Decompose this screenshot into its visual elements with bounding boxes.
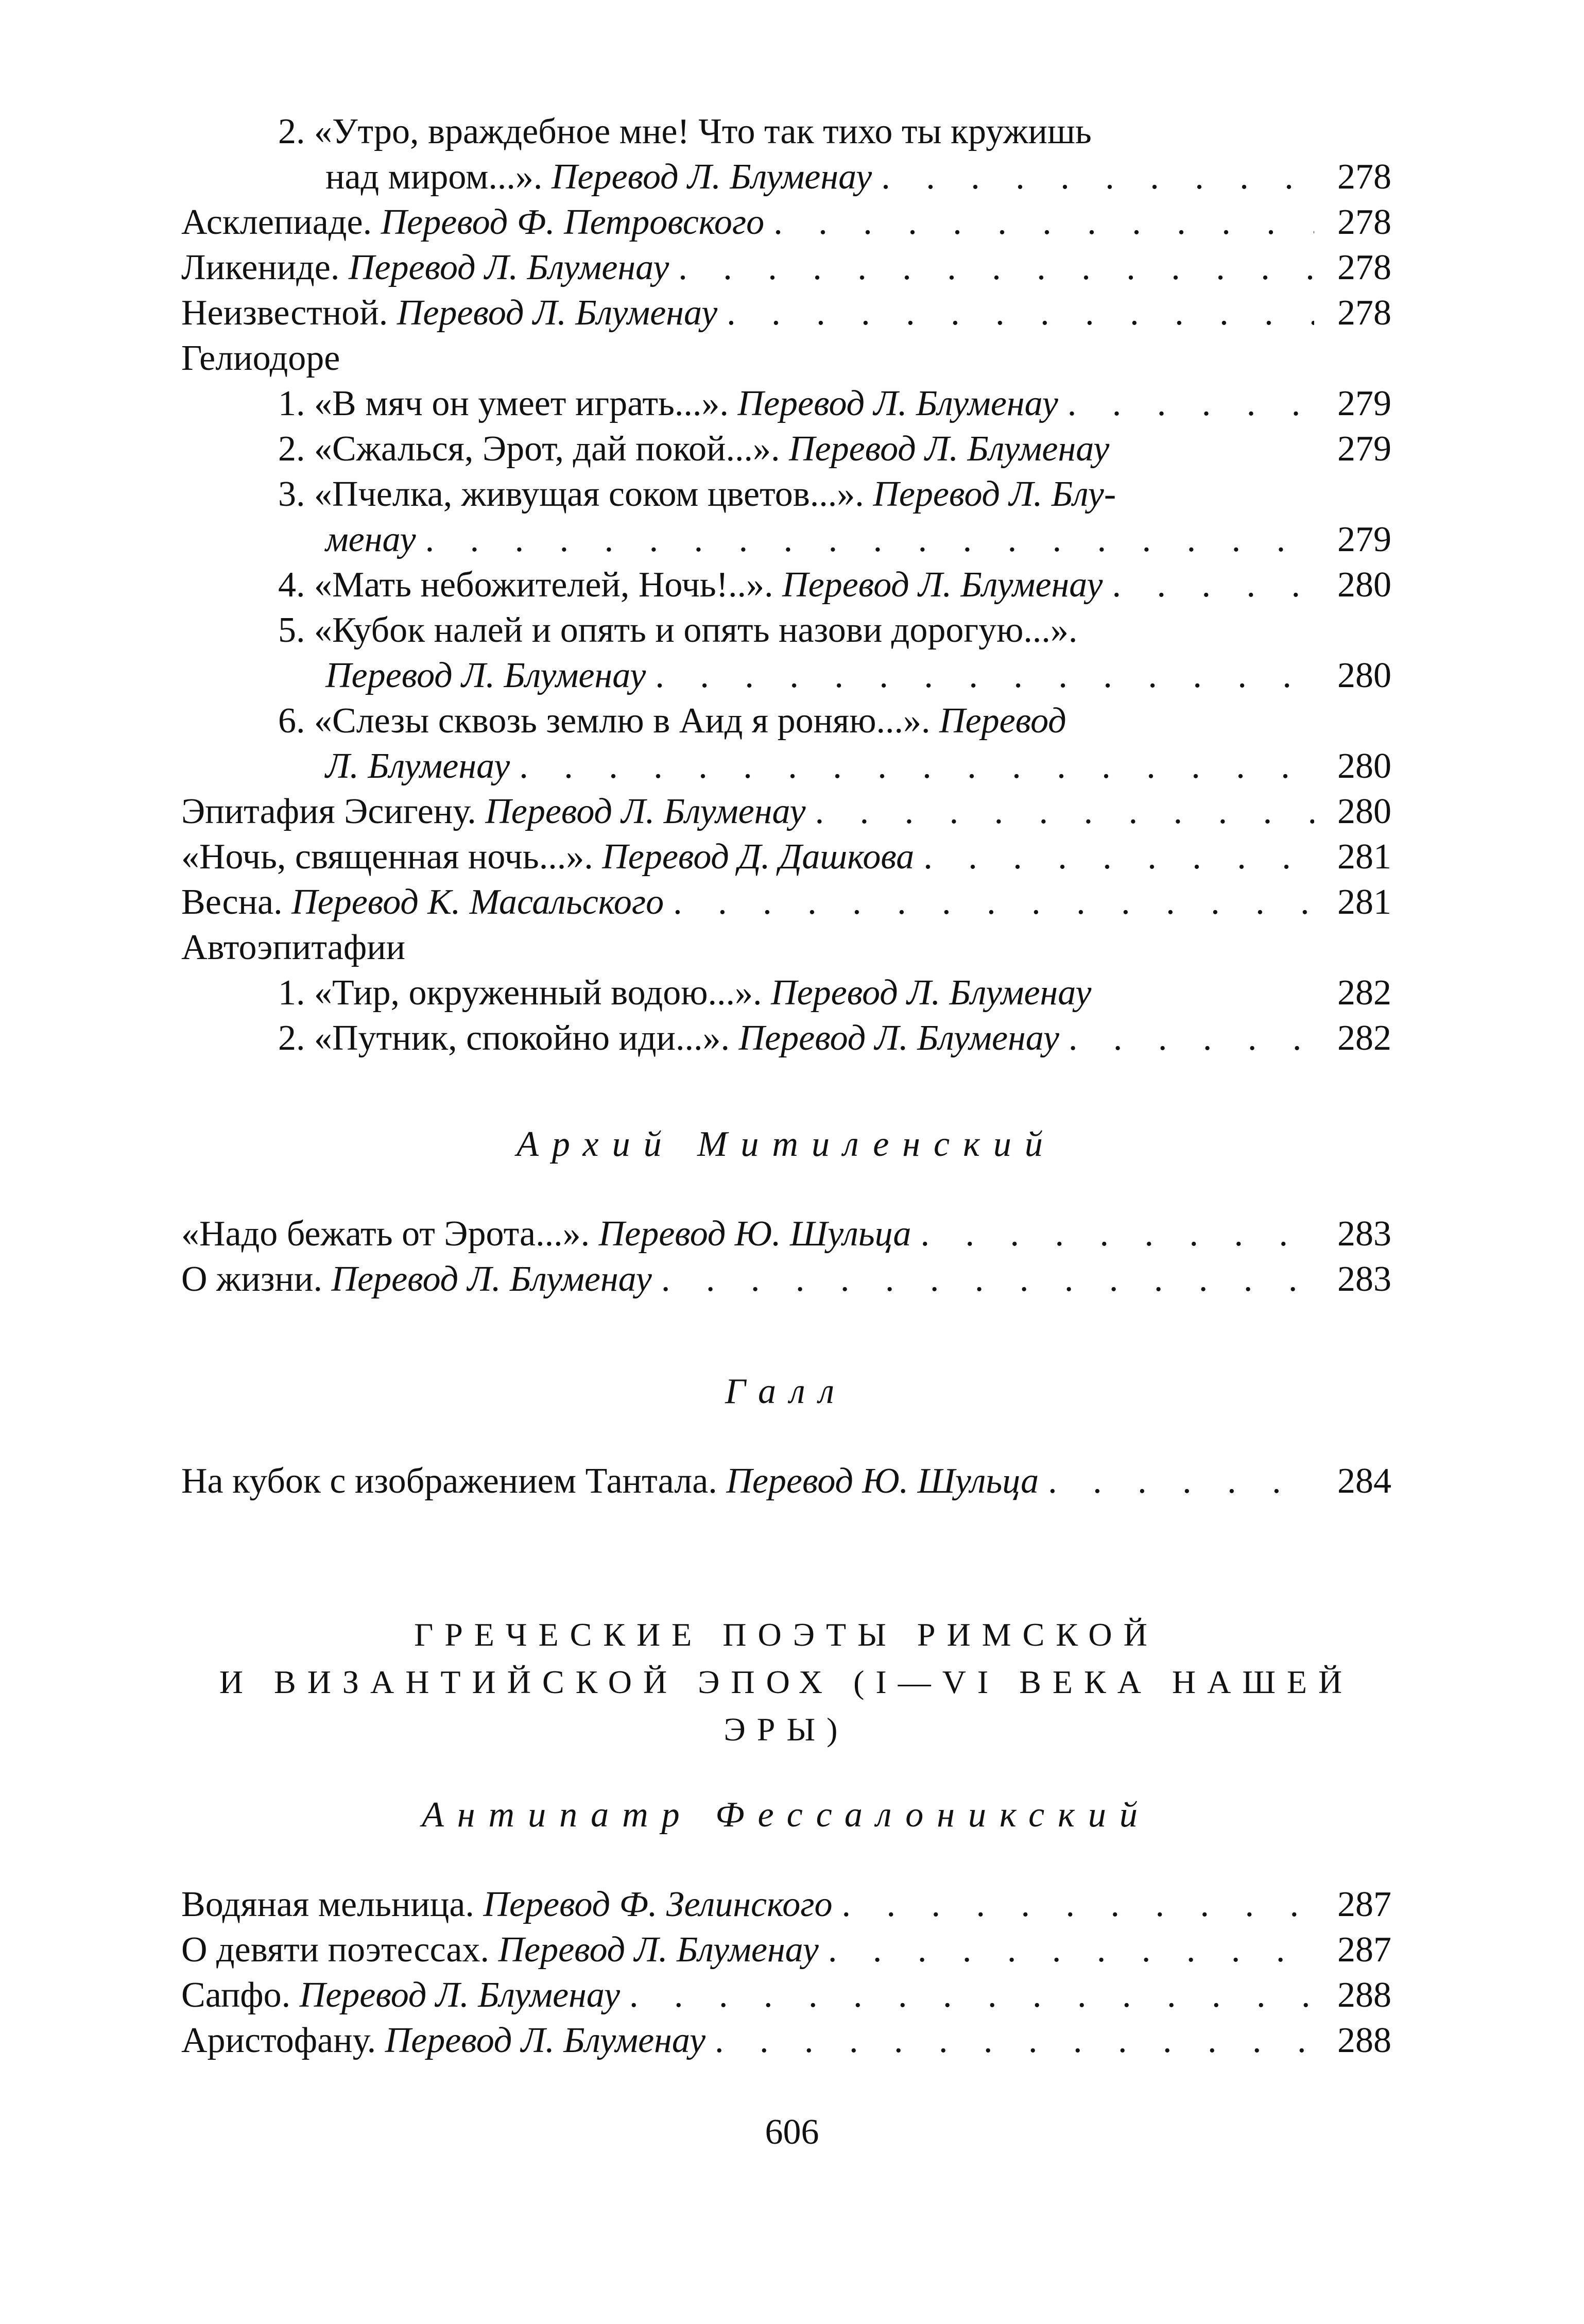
toc-entry-text: Эпитафия Эсигену. bbox=[181, 792, 486, 831]
toc-entry-translator: Перевод bbox=[939, 701, 1066, 741]
toc-entry bbox=[181, 381, 1391, 426]
toc-entry-translator: Л. Блуменау bbox=[325, 746, 510, 786]
toc-entry bbox=[181, 562, 1391, 608]
toc-entry-page-number: 278 bbox=[1337, 293, 1391, 333]
toc-entry-text: 4. «Мать небожителей, Ночь!..». bbox=[278, 565, 783, 605]
toc-entry-page-number: 287 bbox=[1337, 1885, 1391, 1924]
toc-entry-title bbox=[278, 608, 1077, 653]
toc-entry-title bbox=[181, 1927, 819, 1973]
toc-entry-translator: Перевод Л. Блуменау bbox=[551, 157, 872, 197]
toc-entry-title bbox=[181, 200, 764, 245]
toc-entry bbox=[181, 200, 1391, 245]
dot-leader bbox=[1039, 1459, 1314, 1504]
toc-entry-title bbox=[181, 789, 806, 834]
dot-leader bbox=[669, 245, 1314, 290]
dot-leader bbox=[620, 1973, 1314, 2018]
toc-entry-title bbox=[181, 1973, 620, 2018]
toc-entry bbox=[181, 426, 1391, 472]
toc-entry bbox=[181, 789, 1391, 834]
toc-entry-translator: Перевод Л. Блуменау bbox=[397, 293, 718, 333]
toc-entry-title bbox=[325, 744, 510, 789]
toc-entry bbox=[181, 698, 1391, 744]
toc-entry-title bbox=[181, 290, 717, 336]
toc-entry-page-number: 288 bbox=[1337, 2021, 1391, 2060]
toc-entry-title bbox=[278, 109, 1092, 155]
toc-entry-page-number: 279 bbox=[1337, 429, 1391, 469]
toc-entry-text: О жизни. bbox=[181, 1259, 332, 1299]
dot-leader bbox=[510, 744, 1314, 789]
toc-entry-translator: Перевод Л. Блуменау bbox=[789, 429, 1110, 469]
toc-entry-page-number: 282 bbox=[1337, 1018, 1391, 1058]
toc-entry-title bbox=[181, 336, 340, 381]
toc-entry bbox=[181, 1459, 1391, 1504]
dot-leader bbox=[646, 653, 1314, 698]
toc-entry-translator: Перевод К. Масальского bbox=[291, 882, 664, 922]
toc-entry-text: Неизвестной. bbox=[181, 293, 397, 333]
toc-entry bbox=[181, 155, 1391, 200]
toc-entry-text: Водяная мельница. bbox=[181, 1885, 484, 1924]
era-heading-line1: ГРЕЧЕСКИЕ ПОЭТЫ РИМСКОЙ bbox=[414, 1616, 1159, 1653]
toc-entry bbox=[181, 245, 1391, 290]
dot-leader bbox=[652, 1257, 1314, 1302]
toc-entry-translator: Перевод Л. Блуменау bbox=[738, 1018, 1059, 1058]
toc-entry-text: 6. «Слезы сквозь землю в Аид я роняю...». bbox=[278, 701, 940, 741]
toc-entry-text: над миром...». bbox=[325, 157, 552, 197]
toc-entry-page-number: 281 bbox=[1337, 837, 1391, 877]
dot-leader bbox=[833, 1882, 1314, 1927]
toc-entry-text: Асклепиаде. bbox=[181, 202, 381, 242]
toc-entry-page-number: 280 bbox=[1337, 565, 1391, 605]
toc-entry-title bbox=[181, 2018, 705, 2063]
toc-entry bbox=[181, 834, 1391, 880]
dot-leader bbox=[764, 200, 1314, 245]
toc-entry bbox=[181, 1016, 1391, 1061]
toc-entry-title bbox=[181, 245, 669, 290]
toc-entry bbox=[181, 1882, 1391, 1927]
dot-leader bbox=[1058, 381, 1314, 426]
toc-entry bbox=[181, 1927, 1391, 1973]
dot-leader bbox=[911, 1211, 1314, 1257]
toc-entry-text: О девяти поэтессах. bbox=[181, 1930, 498, 1970]
toc-entry-text: Сапфо. bbox=[181, 1975, 300, 2015]
toc-entry-translator: Перевод Ф. Петровского bbox=[381, 202, 765, 242]
dot-leader bbox=[1103, 562, 1314, 608]
toc-entry-text: 2. «Сжалься, Эрот, дай покой...». bbox=[278, 429, 789, 469]
dot-leader bbox=[416, 517, 1314, 562]
toc-entry-translator: менау bbox=[325, 520, 416, 559]
toc-entry-translator: Перевод Л. Блу- bbox=[873, 474, 1116, 514]
toc-entry-page-number: 283 bbox=[1337, 1259, 1391, 1299]
toc-entry-text: 1. «В мяч он умеет играть...». bbox=[278, 384, 738, 423]
toc-entry-translator: Перевод Л. Блуменау bbox=[485, 792, 806, 831]
toc-entry-translator: Перевод Л. Блуменау bbox=[737, 384, 1058, 423]
toc-entry-translator: Перевод Л. Блуменау bbox=[299, 1975, 621, 2015]
toc-entry bbox=[181, 1257, 1391, 1302]
toc-block-d bbox=[181, 1882, 1391, 2063]
toc-entry-text: Автоэпитафии bbox=[181, 928, 406, 967]
toc-entry bbox=[181, 109, 1391, 155]
toc-entry-text: 5. «Кубок налей и опять и опять назови дорогую...». bbox=[278, 610, 1078, 650]
toc-entry-translator: Перевод Л. Блуменау bbox=[782, 565, 1103, 605]
author-heading: Архий Митиленский bbox=[516, 1124, 1056, 1164]
toc-entry-page-number: 278 bbox=[1337, 248, 1391, 287]
dot-leader bbox=[914, 834, 1314, 880]
toc-entry-translator: Перевод Л. Блуменау bbox=[771, 973, 1092, 1013]
toc-entry-page-number: 287 bbox=[1337, 1930, 1391, 1970]
toc-entry-title bbox=[278, 562, 1103, 608]
toc-entry bbox=[181, 608, 1391, 653]
toc-entry-text: «Надо бежать от Эрота...». bbox=[181, 1214, 599, 1254]
toc-block-a bbox=[181, 109, 1391, 1061]
dot-leader bbox=[872, 155, 1314, 200]
dot-leader bbox=[705, 2018, 1314, 2063]
toc-entry-page-number: 278 bbox=[1337, 202, 1391, 242]
toc-entry-title bbox=[325, 653, 646, 698]
toc-entry-text: «Ночь, священная ночь...». bbox=[181, 837, 602, 877]
toc-entry bbox=[181, 744, 1391, 789]
toc-entry-translator: Перевод Л. Блуменау bbox=[498, 1930, 819, 1970]
toc-entry-translator: Перевод Д. Дашкова bbox=[602, 837, 915, 877]
toc-entry-page-number: 282 bbox=[1337, 973, 1391, 1013]
toc-entry-page-number: 279 bbox=[1337, 384, 1391, 423]
toc-entry bbox=[181, 1211, 1391, 1257]
era-heading-line2: И ВИЗАНТИЙСКОЙ ЭПОХ (I—VI ВЕКА НАШЕЙ ЭРЫ) bbox=[219, 1664, 1354, 1748]
toc-entry-translator: Перевод Л. Блуменау bbox=[348, 248, 669, 287]
author-heading: Галл bbox=[725, 1372, 848, 1411]
dot-leader bbox=[819, 1927, 1314, 1973]
toc-entry-title bbox=[181, 1211, 911, 1257]
toc-entry-title bbox=[278, 970, 1091, 1016]
toc-entry-page-number: 283 bbox=[1337, 1214, 1391, 1254]
toc-entry-title bbox=[325, 517, 416, 562]
toc-entry-text: Гелиодоре bbox=[181, 338, 340, 378]
toc-block-b bbox=[181, 1211, 1391, 1302]
toc-entry-title bbox=[325, 155, 872, 200]
toc-entry bbox=[181, 970, 1391, 1016]
toc-entry bbox=[181, 336, 1391, 381]
toc-entry-text: 1. «Тир, окруженный водою...». bbox=[278, 973, 771, 1013]
toc-entry-text: 2. «Путник, спокойно иди...». bbox=[278, 1018, 739, 1058]
toc-entry bbox=[181, 2018, 1391, 2063]
toc-page bbox=[181, 109, 1391, 2063]
toc-entry-translator: Перевод Ю. Шульца bbox=[726, 1461, 1039, 1501]
toc-entry-page-number: 280 bbox=[1337, 746, 1391, 786]
toc-entry-translator: Перевод Ю. Шульца bbox=[598, 1214, 911, 1254]
toc-entry-page-number: 279 bbox=[1337, 520, 1391, 559]
toc-entry-translator: Перевод Л. Блуменау bbox=[325, 656, 646, 695]
toc-entry bbox=[181, 925, 1391, 970]
toc-entry-title bbox=[278, 1016, 1059, 1061]
author-heading: Антипатр Фессалоникский bbox=[422, 1795, 1151, 1835]
toc-entry-text: 3. «Пчелка, живущая соком цветов...». bbox=[278, 474, 873, 514]
page-number: 606 bbox=[765, 2112, 819, 2152]
toc-entry bbox=[181, 653, 1391, 698]
dot-leader bbox=[1059, 1016, 1314, 1061]
toc-entry bbox=[181, 517, 1391, 562]
toc-entry-title bbox=[278, 472, 1116, 517]
toc-entry bbox=[181, 290, 1391, 336]
dot-leader bbox=[806, 789, 1314, 834]
dot-leader bbox=[717, 290, 1314, 336]
toc-entry-title bbox=[181, 834, 914, 880]
toc-entry-page-number: 278 bbox=[1337, 157, 1391, 197]
toc-entry-title bbox=[181, 1257, 652, 1302]
toc-entry-title bbox=[181, 1459, 1039, 1504]
toc-entry-title bbox=[181, 880, 664, 925]
toc-entry bbox=[181, 880, 1391, 925]
toc-entry-page-number: 281 bbox=[1337, 882, 1391, 922]
toc-entry-title bbox=[278, 426, 1109, 472]
toc-entry-text: Аристофану. bbox=[181, 2021, 385, 2060]
toc-entry-title bbox=[278, 698, 1066, 744]
toc-entry-text: Весна. bbox=[181, 882, 292, 922]
toc-entry bbox=[181, 1973, 1391, 2018]
toc-entry-title bbox=[278, 381, 1058, 426]
toc-entry-text: На кубок с изображением Тантала. bbox=[181, 1461, 727, 1501]
toc-entry-translator: Перевод Л. Блуменау bbox=[385, 2021, 706, 2060]
toc-entry-page-number: 288 bbox=[1337, 1975, 1391, 2015]
toc-entry bbox=[181, 472, 1391, 517]
toc-entry-page-number: 280 bbox=[1337, 656, 1391, 695]
dot-leader bbox=[664, 880, 1314, 925]
toc-entry-title bbox=[181, 1882, 833, 1927]
toc-block-c bbox=[181, 1459, 1391, 1504]
toc-entry-text: Ликениде. bbox=[181, 248, 349, 287]
toc-entry-translator: Перевод Ф. Зелинского bbox=[483, 1885, 833, 1924]
toc-entry-text: 2. «Утро, враждебное мне! Что так тихо ты кружишь bbox=[278, 112, 1092, 151]
toc-entry-translator: Перевод Л. Блуменау bbox=[331, 1259, 652, 1299]
toc-entry-title bbox=[181, 925, 405, 970]
toc-entry-page-number: 284 bbox=[1337, 1461, 1391, 1501]
toc-entry-page-number: 280 bbox=[1337, 792, 1391, 831]
